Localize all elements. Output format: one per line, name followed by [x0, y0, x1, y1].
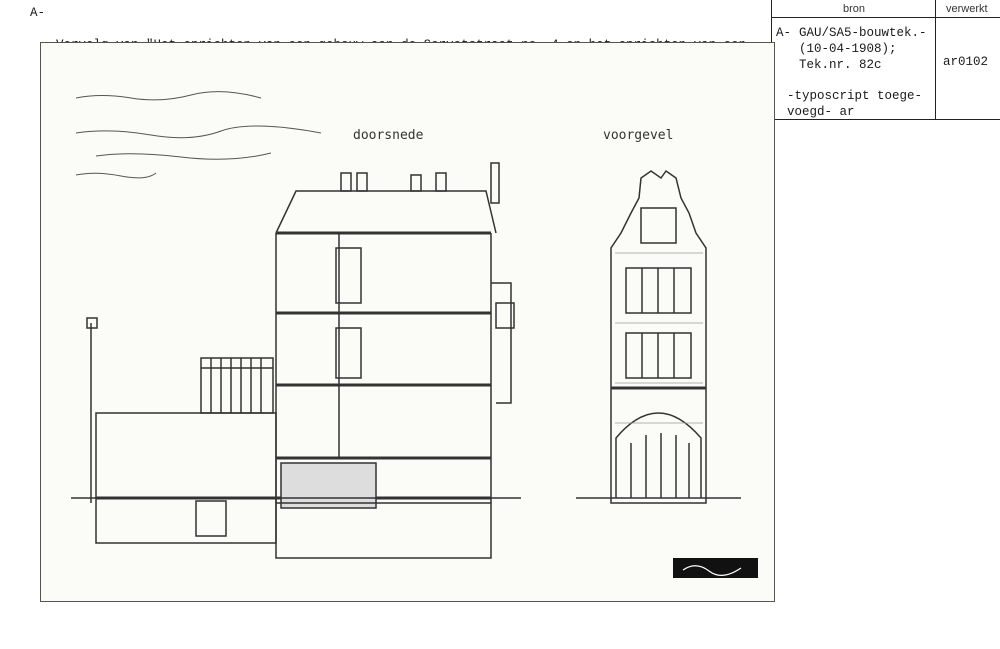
drawing-image — [41, 43, 776, 603]
section-label-doorsnede: doorsnede — [353, 128, 424, 143]
source-line-1: GAU/SA5-bouwtek.- — [799, 26, 927, 40]
header-prefix: A- — [30, 6, 46, 20]
column-header-verwerkt: verwerkt — [946, 3, 988, 15]
card-table — [771, 0, 1000, 120]
note-line-2: voegd- ar — [787, 105, 855, 119]
front-facade-drawing — [576, 171, 741, 503]
source-prefix: A- — [776, 26, 792, 40]
architectural-drawing — [40, 42, 775, 602]
handwritten-title-block — [76, 92, 321, 178]
source-line-3: Tek.nr. 82c — [799, 58, 882, 72]
source-line-2: (10-04-1908); — [799, 42, 897, 56]
verwerkt-value: ar0102 — [943, 55, 989, 69]
cross-section-drawing — [71, 163, 521, 558]
column-header-bron: bron — [843, 3, 866, 15]
note-line-1: -typoscript toege- — [787, 89, 923, 103]
section-label-voorgevel: voorgevel — [603, 128, 674, 143]
facade-hatching — [615, 253, 703, 423]
